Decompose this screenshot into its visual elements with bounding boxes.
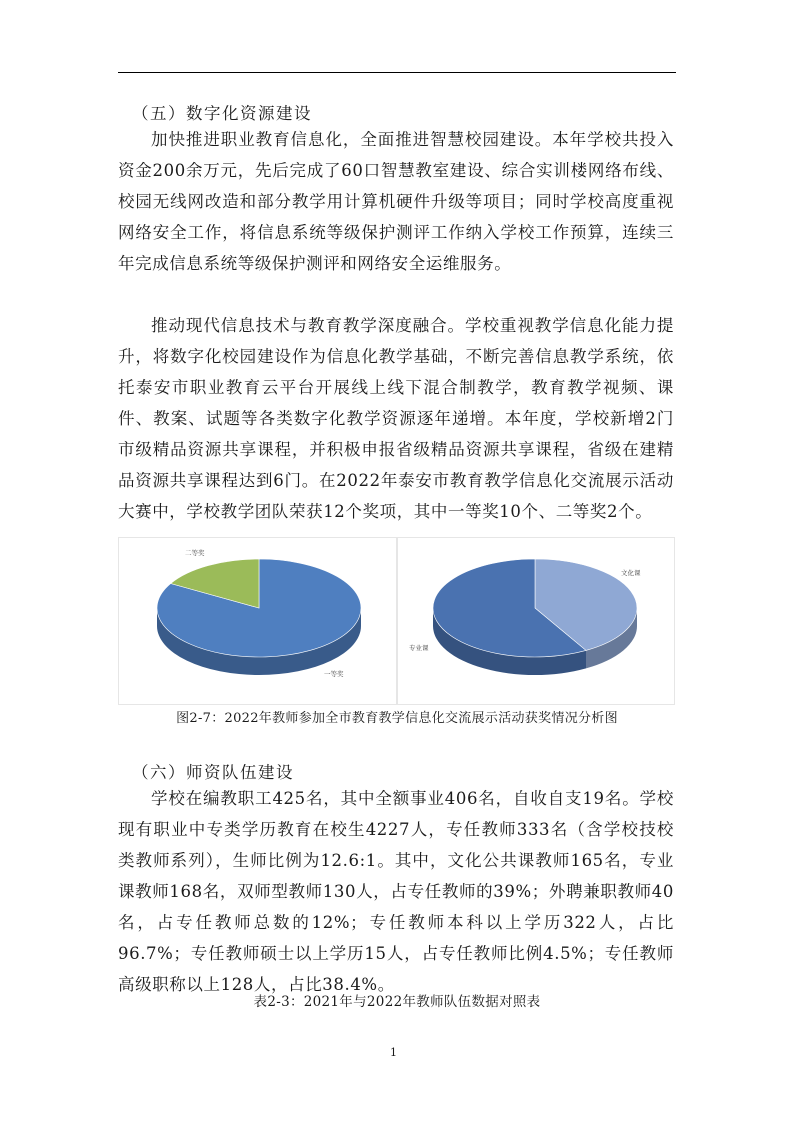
pie-chart-award-levels: [118, 537, 397, 705]
pie-slice-label-0: 一等奖: [324, 670, 344, 678]
page-number: 1: [390, 1046, 397, 1059]
section-heading-digital-resources: （五）数字化资源建设: [132, 104, 312, 123]
section-heading-faculty: （六）师资队伍建设: [132, 763, 294, 782]
pie-chart-svg: [398, 538, 674, 704]
header-rule: [118, 72, 676, 73]
pie-chart-course-types: [397, 537, 675, 705]
paragraph-informatization: 加快推进职业教育信息化，全面推进智慧校园建设。本年学校共投入资金200余万元，先后完成了60口智慧教室建设、综合实训楼网络布线、校园无线网改造和部分教学用计算机硬件升级等项目；同时学校高度重视网络安全工作，将信息系统等级保护测评工作纳入学校工作预算，连续三年完成信息系统等级保护测评和网络安全运维服务。: [118, 130, 674, 273]
pie-slice-label-1: 二等奖: [185, 549, 205, 557]
pie-chart-svg: [119, 538, 396, 704]
paragraph-teaching-integration: 推动现代信息技术与教育教学深度融合。学校重视教学信息化能力提升，将数字化校园建设作为信息化教学基础，不断完善信息教学系统，依托泰安市职业教育云平台开展线上线下混合制教学，教育教学视频、课件、教案、试题等各类数字化教学资源逐年递增。本年度，学校新增2门市级精品资源共享课程，并积极申报省级精品资源共享课程，省级在建精品资源共享课程达到6门。在2022年泰安市教育教学信息化交流展示活动大赛中，学校教学团队荣获12个奖项，其中一等奖10个、二等奖2个。: [118, 316, 674, 521]
pie-slice-label-1: 专业课: [409, 644, 429, 652]
pie-slice-label-0: 文化课: [621, 569, 641, 577]
paragraph-faculty-stats: 学校在编教职工425名，其中全额事业406名，自收自支19名。学校现有职业中专类学历教育在校生4227人，专任教师333名（含学校技校类教师系列），生师比例为12.6:1。其中，文化公共课教师165名，专业课教师168名，双师型教师130人，占专任教师的39%；外聘兼职教师40名，占专任教师总数的12%；专任教师本科以上学历322人，占比96.7%；专任教师硕士以上学历15人，占专任教师比例4.5%；专任教师高级职称以上128人，占比38.4%。: [118, 789, 674, 994]
table-caption: 表2-3：2021年与2022年教师队伍数据对照表: [253, 994, 541, 1010]
figure-caption: 图2-7：2022年教师参加全市教育教学信息化交流展示活动获奖情况分析图: [176, 711, 618, 726]
